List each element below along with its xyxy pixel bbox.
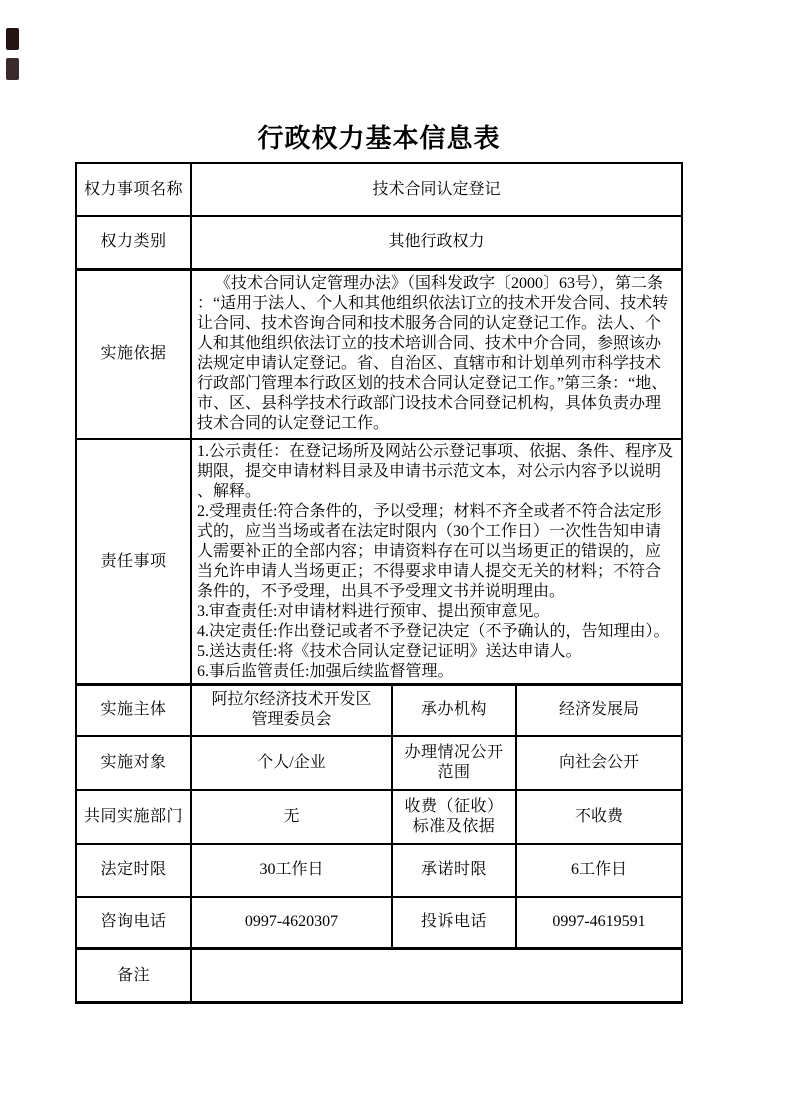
admin-power-info-table [75,162,683,1004]
row-power-category [76,216,682,269]
implementing-body-value [191,685,392,736]
remarks-label: 备注 [76,949,191,1003]
consultation-phone-value: 0997-4620307 [191,897,392,949]
implementation-basis-cell [191,269,682,439]
responsibility-item-6: 6.事后监管责任:加强后续监督管理。 [197,663,454,680]
responsibility-item-5: 5.送达责任:将《技术合同认定登记证明》送达申请人。 [197,643,582,660]
undertaking-agency-label: 承办机构 [392,685,516,736]
implementation-target-label: 实施对象 [76,736,191,790]
implementing-body-text: 阿拉尔经济技术开发区管理委员会 [211,691,372,729]
responsibility-items-cell [191,439,682,685]
scan-artifact-top [6,28,19,50]
responsibility-item-4: 4.决定责任:作出登记或者不予登记决定（不予确认的，告知理由）。 [197,623,670,640]
scan-artifact-bottom [6,58,19,80]
disclosure-scope-value: 向社会公开 [516,736,682,790]
responsibility-item-3: 3.审查责任:对申请材料进行预审、提出预审意见。 [197,603,550,620]
row-responsibility-items [76,439,682,685]
page-title: 行政权力基本信息表 [257,124,501,153]
implementation-basis-text: 《技术合同认定管理办法》（国科发政字〔2000〕63号），第二条：“适用于法人、个人和其他组织依法订立的技术开发合同、技术转让合同、技术咨询合同和技术服务合同的认定登记工作。法人、个人和其他组织依法订立的技术培训合同、技术中介合同，参照该办法规定申请认定登记。省、自治区、直辖市和计划单列市科学技术行政部门管理本行政区划的技术合同认定登记工作。”第三条：“地、市、区、县科学技术行政部门设技术合同登记机构，具体负责办理技术合同的认定登记工作。 [197,275,669,433]
implementing-body-label: 实施主体 [76,685,191,736]
promised-time-limit-label: 承诺时限 [392,844,516,897]
fee-standard-value: 不收费 [516,790,682,844]
undertaking-agency-value: 经济发展局 [516,685,682,736]
row-phones [76,897,682,949]
consultation-phone-label: 咨询电话 [76,897,191,949]
fee-standard-label: 收费（征收）标准及依据 [392,790,516,844]
power-category-label: 权力类别 [76,216,191,269]
power-item-name-value: 技术合同认定登记 [191,163,682,216]
complaint-phone-label: 投诉电话 [392,897,516,949]
joint-implementation-value: 无 [191,790,392,844]
responsibility-item-2: 2.受理责任:符合条件的，予以受理；材料不齐全或者不符合法定形式的，应当当场或者在法定时限内（30个工作日）一次性告知申请人需要补正的全部内容；申请资料存在可以当场更正的错误的，应当允许申请人当场更正；不得要求申请人提交无关的材料；不符合条件的，不予受理，出具不予受理文书并说明理由。 [197,503,662,600]
row-time-limits [76,844,682,897]
disclosure-scope-label: 办理情况公开范围 [392,736,516,790]
statutory-time-limit-value: 30工作日 [191,844,392,897]
remarks-value [191,949,682,1003]
joint-implementation-label: 共同实施部门 [76,790,191,844]
implementation-basis-label: 实施依据 [76,269,191,439]
row-joint-implementation [76,790,682,844]
responsibility-items-list [197,442,676,681]
row-power-item-name [76,163,682,216]
power-category-value: 其他行政权力 [191,216,682,269]
promised-time-limit-value: 6工作日 [516,844,682,897]
row-implementation-target [76,736,682,790]
responsibility-item-1: 1.公示责任：在登记场所及网站公示登记事项、依据、条件、程序及期限，提交申请材料目录及申请书示范文本，对公示内容予以说明、解释。 [197,443,674,500]
row-remarks [76,949,682,1003]
responsibility-items-label: 责任事项 [76,439,191,685]
row-implementation-basis [76,269,682,439]
row-implementing-body [76,685,682,736]
implementation-target-value: 个人/企业 [191,736,392,790]
complaint-phone-value: 0997-4619591 [516,897,682,949]
power-item-name-label: 权力事项名称 [76,163,191,216]
statutory-time-limit-label: 法定时限 [76,844,191,897]
